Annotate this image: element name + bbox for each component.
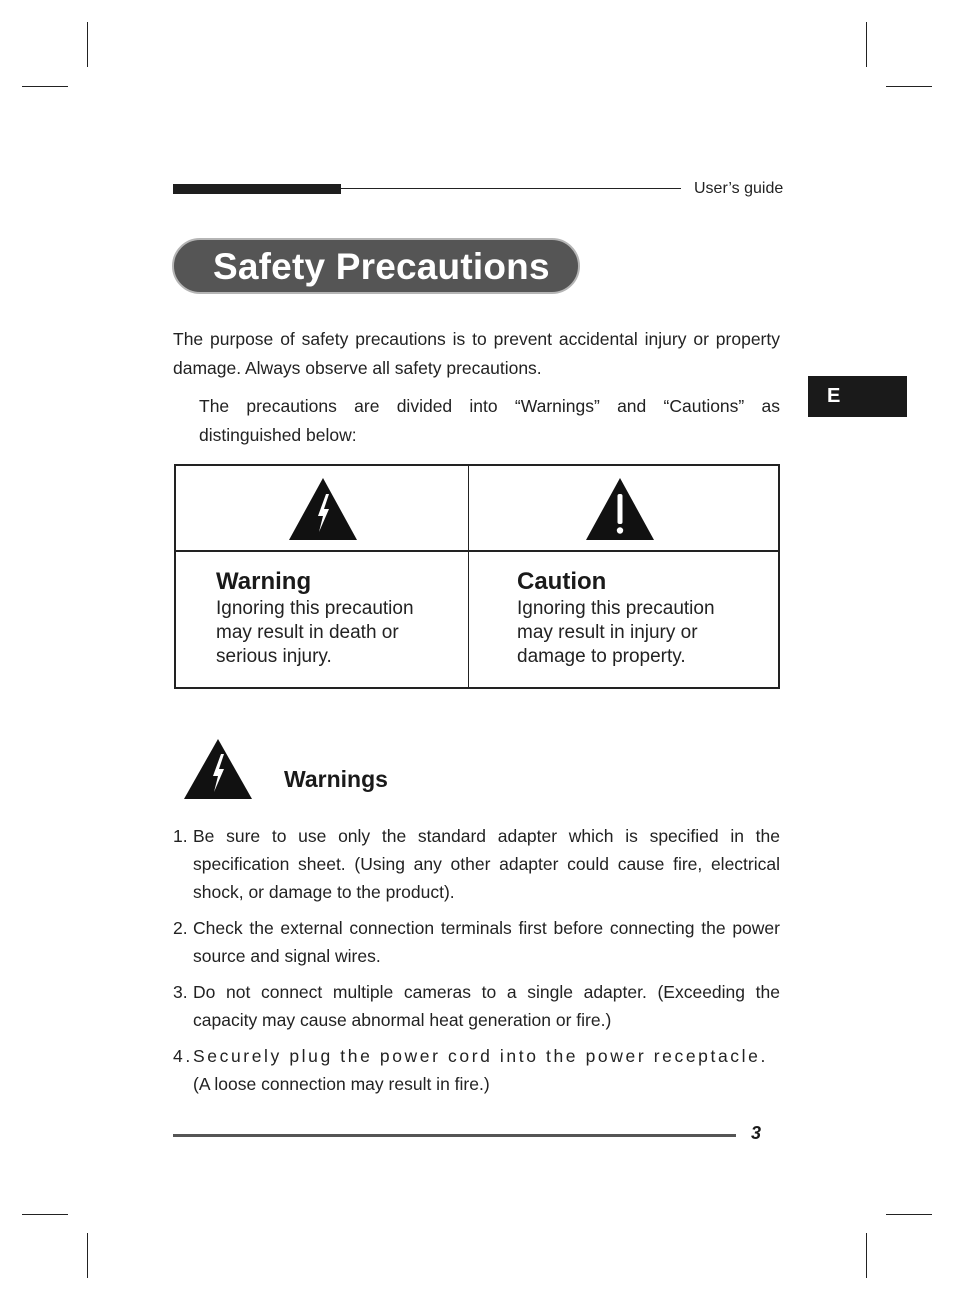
warning-line: may result in death or [216,622,399,643]
intro-paragraph: The purpose of safety precautions is to prevent accidental injury or property damage. Always observe all safety precautions. [173,329,780,378]
exclamation-triangle-icon [584,476,656,542]
list-item [173,978,780,1034]
header-label: User’s guide [694,180,784,197]
caution-line: Ignoring this precaution [517,598,715,619]
crop-mark [22,86,68,87]
header-bar [173,184,341,194]
list-item-text: Do not connect multiple cameras to a single adapter. (Exceeding the capacity may cause abnormal heat generation or fire.) [193,982,780,1030]
warning-title: Warning [216,568,312,595]
crop-mark [87,22,88,67]
lightning-triangle-icon [287,476,359,542]
warning-line: serious injury. [216,646,332,667]
intro-paragraph-2: The precautions are divided into “Warnings” and “Cautions” as distinguished below: [199,396,780,445]
list-item [173,914,780,970]
lightning-triangle-icon [182,737,254,801]
caution-description [517,597,715,669]
warnings-section-title: Warnings [284,766,388,792]
precautions-table [174,464,780,689]
footer-rule [173,1134,736,1137]
caution-line: damage to property. [517,646,686,667]
crop-mark [22,1214,68,1215]
crop-mark [87,1233,88,1278]
caution-line: may result in injury or [517,622,698,643]
header-rule [341,188,681,189]
list-item-text: Check the external connection terminals first before connecting the power source and signal wires. [193,918,780,966]
list-item-text: (A loose connection may result in fire.) [193,1074,490,1094]
list-item-text: Be sure to use only the standard adapter which is specified in the specification sheet. (Using any other adapter could cause fire, electrical shock, or damage to the product). [193,826,780,902]
list-item-number: 2. [173,918,188,938]
warning-line: Ignoring this precaution [216,598,414,619]
crop-mark [886,86,932,87]
crop-mark [866,22,867,67]
list-item-text: Securely plug the power cord into the power receptacle. [193,1046,768,1066]
crop-mark [866,1233,867,1278]
language-tab-label: E [827,385,841,407]
caution-title: Caution [517,568,607,595]
table-divider [468,466,469,687]
list-item [173,1042,780,1098]
page-title: Safety Precautions [213,246,550,287]
list-item-number: 3. [173,982,188,1002]
warnings-list [173,822,780,1106]
page-number: 3 [751,1123,762,1143]
list-item [173,822,780,906]
crop-mark [886,1214,932,1215]
warning-description [216,597,414,669]
table-divider [176,550,778,552]
list-item-number: 1. [173,826,188,846]
language-tab [808,376,907,417]
list-item-number: 4. [173,1046,193,1066]
